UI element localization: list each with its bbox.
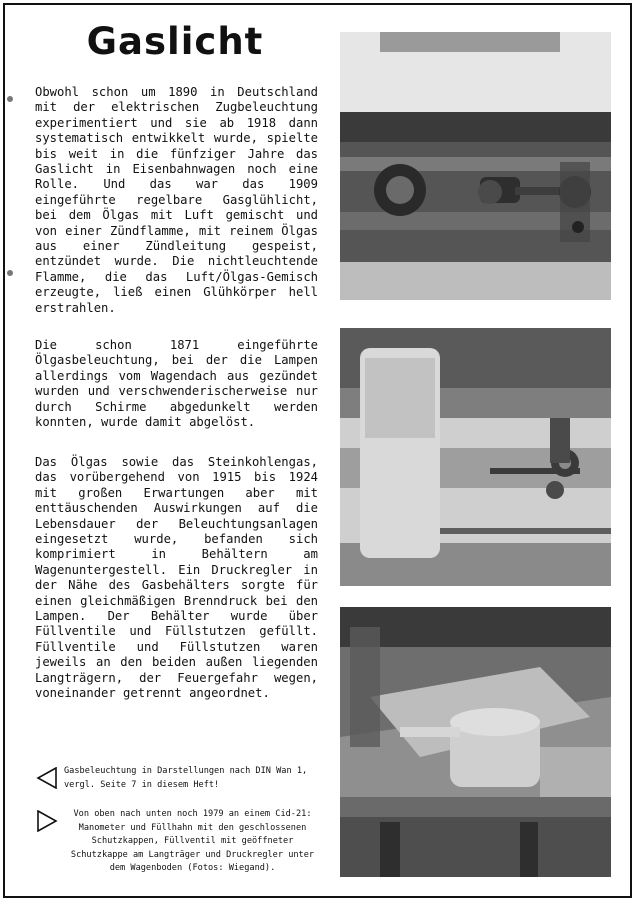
- paragraph-gas-containers: Das Ölgas sowie das Steinkohlengas, das vorübergehend von 1915 bis 1924 mit großen Erwartungen aber mit enttäuschenden Auswirkungen auf die Lebensdauer der Beleuchtungsanlagen eingesetzt wurde, befanden sich komprimiert in Behältern am Wagenuntergestell. Ein Druckregler in der Nähe des Gasbehälters sorgte für einen gleichmäßigen Brenndruck bei den Lampen. Der Behälter wurde über Füllventile und Füllstutzen gefüllt. Füllventile und Füllstutzen waren jeweils an den beiden außen liegenden Langträgern, der Feuergefahr wegen, voneinander getrennt angeordnet.: [35, 455, 318, 701]
- paragraph-intro: Obwohl schon um 1890 in Deutschland mit der elektrischen Zugbeleuchtung experimentiert und sie ab 1918 dann systematisch entwikkelt wurde, spielte bis weit in die fünfziger Jahre das Gaslicht in Eisenbahnwagen noch eine Rolle. Und das war das 1909 eingeführte regelbare Gasglühlicht, bei dem Ölgas mit Luft gemischt und von einer Zündflamme, mit reinem Ölgas aus einer Zündleitung gespeist, entzündet wurde. Die nichtleuchtende Flamme, die das Luft/Ölgas-Gemisch erzeugte, ließ einen Glühkörper hell erstrahlen.: [35, 85, 318, 315]
- photo-manometer-fuellhahn: [340, 32, 611, 300]
- binding-mark: [7, 270, 13, 276]
- caption-text: Von oben nach unten noch 1979 an einem Cid-21: Manometer und Füllhahn mit den geschlossenen Schutzkappen, Füllventil mit geöffneter Schutzkappe am Langträger und Druckregler unter dem Wagenboden (Fotos: Wiegand).: [70, 809, 315, 873]
- caption-drawing-reference: [36, 765, 321, 792]
- paragraph-oelgas-history: Die schon 1871 eingeführte Ölgasbeleuchtung, bei der die Lampen allerdings vom Wagendach aus gezündet wurden und verschwenderischerweise nur durch Schirme abgedunkelt werden konnten, wurde damit abgelöst.: [35, 338, 318, 430]
- photo-fuellventil: [340, 328, 611, 586]
- caption-text: Gasbeleuchtung in Darstellungen nach DIN Wan 1, vergl. Seite 7 in diesem Heft!: [64, 766, 308, 790]
- page-title: Gaslicht: [86, 20, 264, 63]
- photo-druckregler: [340, 607, 611, 877]
- binding-mark: [7, 96, 13, 102]
- triangle-left-icon: [36, 767, 58, 789]
- triangle-right-icon: [36, 810, 58, 832]
- caption-photo-description: [36, 808, 321, 876]
